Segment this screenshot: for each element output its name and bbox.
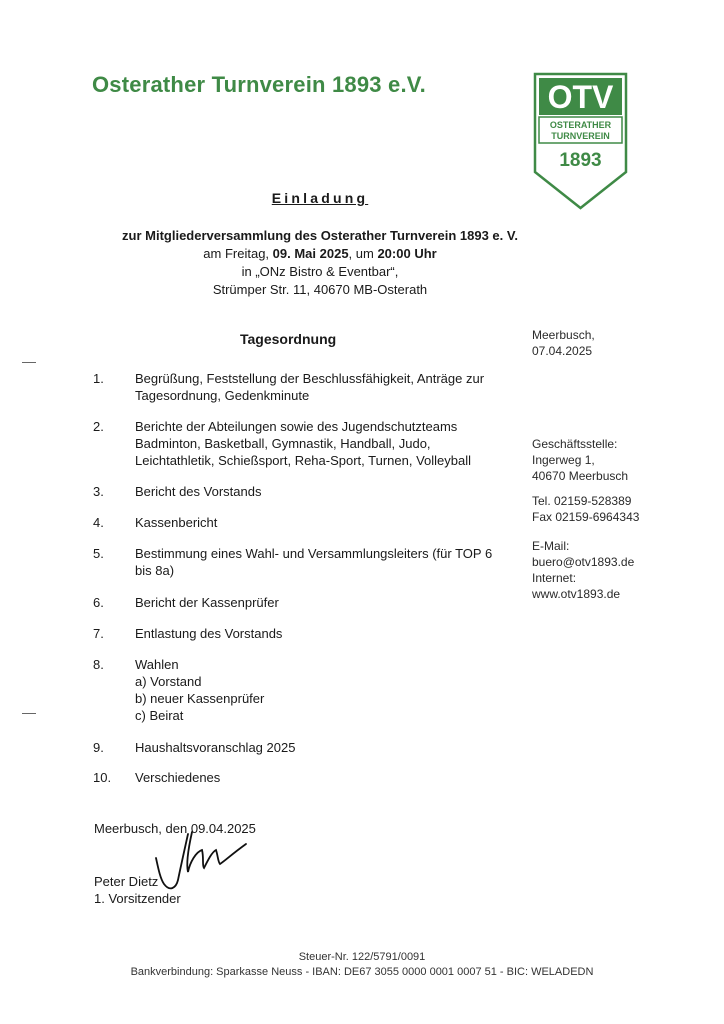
agenda-title: Tagesordnung [240, 331, 337, 347]
tax-number: Steuer-Nr. 122/5791/0091 [298, 951, 426, 963]
closing-place-date: Meerbusch, den 09.04.2025 [94, 821, 256, 836]
invitation-line-4: Strümper Str. 11, 40670 MB-Osterath [212, 282, 428, 297]
invitation-title: Einladung [271, 190, 369, 206]
letter-place-date: Meerbusch, 07.04.2025 [532, 328, 595, 358]
agenda-item: 1. Begrüßung, Feststellung der Beschlussfähigkeit, Anträge zur Tagesordnung, Gedenkminute [93, 371, 485, 403]
meeting-date: 09. Mai 2025 [272, 246, 349, 261]
phone-fax: Tel. 02159-528389 Fax 02159-6964343 [532, 494, 640, 524]
club-name: Osterather Turnverein 1893 e.V. [92, 72, 426, 97]
office-address: Geschäftsstelle: Ingerweg 1, 40670 Meerbusch [532, 437, 629, 483]
bank-details: Bankverbindung: Sparkasse Neuss - IBAN: DE67 3055 0000 0001 0007 51 - BIC: WELADEDN [130, 966, 594, 978]
logo-line2: TURNVEREIN [551, 131, 610, 141]
email-address: buero@otv1893.de [532, 555, 635, 569]
otv-logo [533, 72, 628, 210]
meeting-time: 20:00 Uhr [377, 246, 437, 261]
fold-mark [22, 713, 36, 714]
signature [150, 822, 260, 897]
fold-mark [22, 362, 36, 363]
signer-name: Peter Dietz [94, 874, 159, 889]
logo-abbr: OTV [547, 79, 614, 115]
invitation-line-1: zur Mitgliederversammlung des Osterather Turnverein 1893 e. V. [122, 228, 518, 243]
invitation-line-2: am Freitag, 09. Mai 2025, um 20:00 Uhr [203, 246, 437, 261]
signer-role: 1. Vorsitzender [94, 891, 181, 906]
logo-year: 1893 [559, 150, 602, 171]
agenda-item: 2. Berichte der Abteilungen sowie des Jugendschutzteams Badminton, Basketball, Gymnastik, Handball, Judo, Leichtathletik, Schießsport, Reha-Sport, Turnen, Volleyball [93, 419, 472, 468]
website: www.otv1893.de [532, 587, 621, 601]
logo-line1: OSTERATHER [549, 120, 612, 130]
online-contact: E-Mail: buero@otv1893.de Internet: www.otv1893.de [532, 539, 635, 601]
invitation-line-3: in „ONz Bistro & Eventbar“, [241, 264, 399, 279]
